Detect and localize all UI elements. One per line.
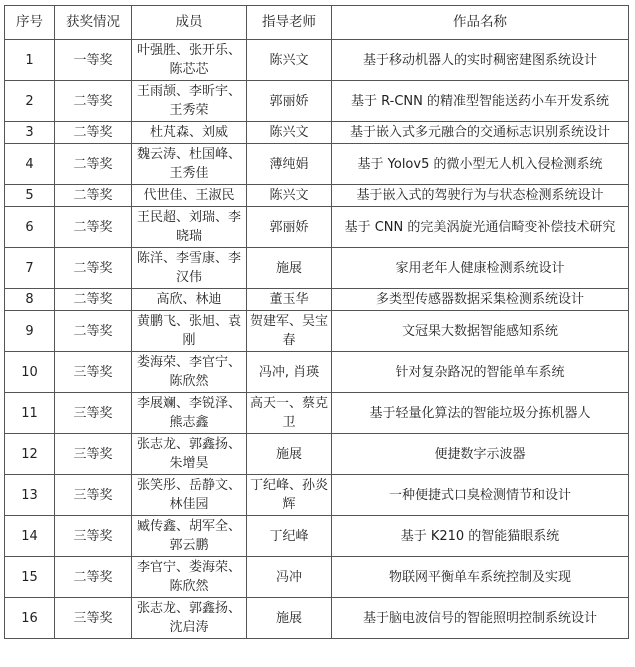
cell-title: 基于 K210 的智能猫眼系统 xyxy=(332,516,629,557)
table-row xyxy=(5,289,629,311)
cell-advisor: 郭丽娇 xyxy=(247,207,332,248)
cell-no: 7 xyxy=(5,248,55,289)
cell-no: 3 xyxy=(5,122,55,144)
cell-members: 臧传鑫、胡军全、郭云鹏 xyxy=(132,516,247,557)
cell-title: 基于嵌入式多元融合的交通标志识别系统设计 xyxy=(332,122,629,144)
cell-award: 二等奖 xyxy=(55,185,132,207)
cell-title: 文冠果大数据智能感知系统 xyxy=(332,311,629,352)
cell-no: 4 xyxy=(5,144,55,185)
table-row xyxy=(5,434,629,475)
cell-no: 6 xyxy=(5,207,55,248)
cell-members: 代世佳、王淑民 xyxy=(132,185,247,207)
cell-advisor: 丁纪峰 xyxy=(247,516,332,557)
header-members: 成员 xyxy=(132,6,247,40)
table-row xyxy=(5,475,629,516)
cell-members: 陈洋、李雪康、李汉伟 xyxy=(132,248,247,289)
cell-no: 5 xyxy=(5,185,55,207)
cell-award: 二等奖 xyxy=(55,207,132,248)
cell-award: 三等奖 xyxy=(55,475,132,516)
cell-no: 8 xyxy=(5,289,55,311)
cell-no: 16 xyxy=(5,598,55,639)
header-no: 序号 xyxy=(5,6,55,40)
table-body xyxy=(5,40,629,639)
header-advisor: 指导老师 xyxy=(247,6,332,40)
cell-title: 基于 Yolov5 的微小型无人机入侵检测系统 xyxy=(332,144,629,185)
table-row xyxy=(5,207,629,248)
cell-award: 二等奖 xyxy=(55,289,132,311)
cell-award: 三等奖 xyxy=(55,434,132,475)
table-row xyxy=(5,81,629,122)
cell-award: 三等奖 xyxy=(55,352,132,393)
table-row xyxy=(5,248,629,289)
cell-members: 张志龙、郭鑫扬、沈启涛 xyxy=(132,598,247,639)
cell-members: 王雨颉、李昕宇、王秀荣 xyxy=(132,81,247,122)
cell-members: 黄鹏飞、张旭、袁刚 xyxy=(132,311,247,352)
cell-members: 魏云涛、杜国峰、王秀佳 xyxy=(132,144,247,185)
header-award: 获奖情况 xyxy=(55,6,132,40)
table-row xyxy=(5,122,629,144)
cell-no: 12 xyxy=(5,434,55,475)
table-row xyxy=(5,144,629,185)
cell-award: 二等奖 xyxy=(55,122,132,144)
cell-members: 高欣、林迪 xyxy=(132,289,247,311)
cell-award: 三等奖 xyxy=(55,516,132,557)
cell-title: 基于轻量化算法的智能垃圾分拣机器人 xyxy=(332,393,629,434)
cell-members: 李官宁、娄海荣、陈欣然 xyxy=(132,557,247,598)
cell-members: 李展斓、李锐泽、熊志鑫 xyxy=(132,393,247,434)
table-row xyxy=(5,185,629,207)
table-row xyxy=(5,598,629,639)
header-row xyxy=(5,6,629,40)
cell-no: 13 xyxy=(5,475,55,516)
cell-no: 11 xyxy=(5,393,55,434)
cell-title: 基于脑电波信号的智能照明控制系统设计 xyxy=(332,598,629,639)
cell-advisor: 郭丽娇 xyxy=(247,81,332,122)
table-row xyxy=(5,40,629,81)
cell-advisor: 冯冲, 肖瑛 xyxy=(247,352,332,393)
cell-no: 1 xyxy=(5,40,55,81)
cell-award: 三等奖 xyxy=(55,598,132,639)
cell-award: 二等奖 xyxy=(55,81,132,122)
cell-title: 基于嵌入式的驾驶行为与状态检测系统设计 xyxy=(332,185,629,207)
cell-members: 杜芃森、刘威 xyxy=(132,122,247,144)
cell-no: 9 xyxy=(5,311,55,352)
table-row xyxy=(5,557,629,598)
cell-title: 物联网平衡单车系统控制及实现 xyxy=(332,557,629,598)
table-row xyxy=(5,311,629,352)
cell-no: 14 xyxy=(5,516,55,557)
cell-advisor: 陈兴文 xyxy=(247,122,332,144)
cell-award: 一等奖 xyxy=(55,40,132,81)
cell-title: 基于 R-CNN 的精准型智能送药小车开发系统 xyxy=(332,81,629,122)
cell-advisor: 冯冲 xyxy=(247,557,332,598)
cell-advisor: 贺建军、吴宝春 xyxy=(247,311,332,352)
cell-title: 便捷数字示波器 xyxy=(332,434,629,475)
cell-members: 娄海荣、李官宁、陈欣然 xyxy=(132,352,247,393)
cell-members: 王民超、刘瑞、李晓瑞 xyxy=(132,207,247,248)
cell-advisor: 陈兴文 xyxy=(247,185,332,207)
header-title: 作品名称 xyxy=(332,6,629,40)
table-row xyxy=(5,393,629,434)
table-row xyxy=(5,516,629,557)
cell-title: 多类型传感器数据采集检测系统设计 xyxy=(332,289,629,311)
cell-title: 家用老年人健康检测系统设计 xyxy=(332,248,629,289)
awards-table xyxy=(4,5,629,639)
cell-advisor: 施展 xyxy=(247,248,332,289)
cell-advisor: 陈兴文 xyxy=(247,40,332,81)
cell-award: 二等奖 xyxy=(55,144,132,185)
cell-advisor: 施展 xyxy=(247,434,332,475)
table-row xyxy=(5,352,629,393)
cell-advisor: 董玉华 xyxy=(247,289,332,311)
cell-title: 一种便捷式口臭检测情节和设计 xyxy=(332,475,629,516)
cell-members: 张笑彤、岳静文、林佳园 xyxy=(132,475,247,516)
cell-title: 针对复杂路况的智能单车系统 xyxy=(332,352,629,393)
cell-no: 2 xyxy=(5,81,55,122)
cell-title: 基于 CNN 的完美涡旋光通信畸变补偿技术研究 xyxy=(332,207,629,248)
cell-advisor: 丁纪峰、孙炎辉 xyxy=(247,475,332,516)
cell-no: 10 xyxy=(5,352,55,393)
cell-award: 二等奖 xyxy=(55,311,132,352)
cell-award: 二等奖 xyxy=(55,248,132,289)
cell-members: 叶强胜、张开乐、陈芯芯 xyxy=(132,40,247,81)
cell-members: 张志龙、郭鑫扬、朱增昊 xyxy=(132,434,247,475)
cell-advisor: 高天一、蔡克卫 xyxy=(247,393,332,434)
cell-award: 二等奖 xyxy=(55,557,132,598)
cell-award: 三等奖 xyxy=(55,393,132,434)
cell-no: 15 xyxy=(5,557,55,598)
cell-advisor: 施展 xyxy=(247,598,332,639)
cell-title: 基于移动机器人的实时稠密建图系统设计 xyxy=(332,40,629,81)
cell-advisor: 薄纯娟 xyxy=(247,144,332,185)
